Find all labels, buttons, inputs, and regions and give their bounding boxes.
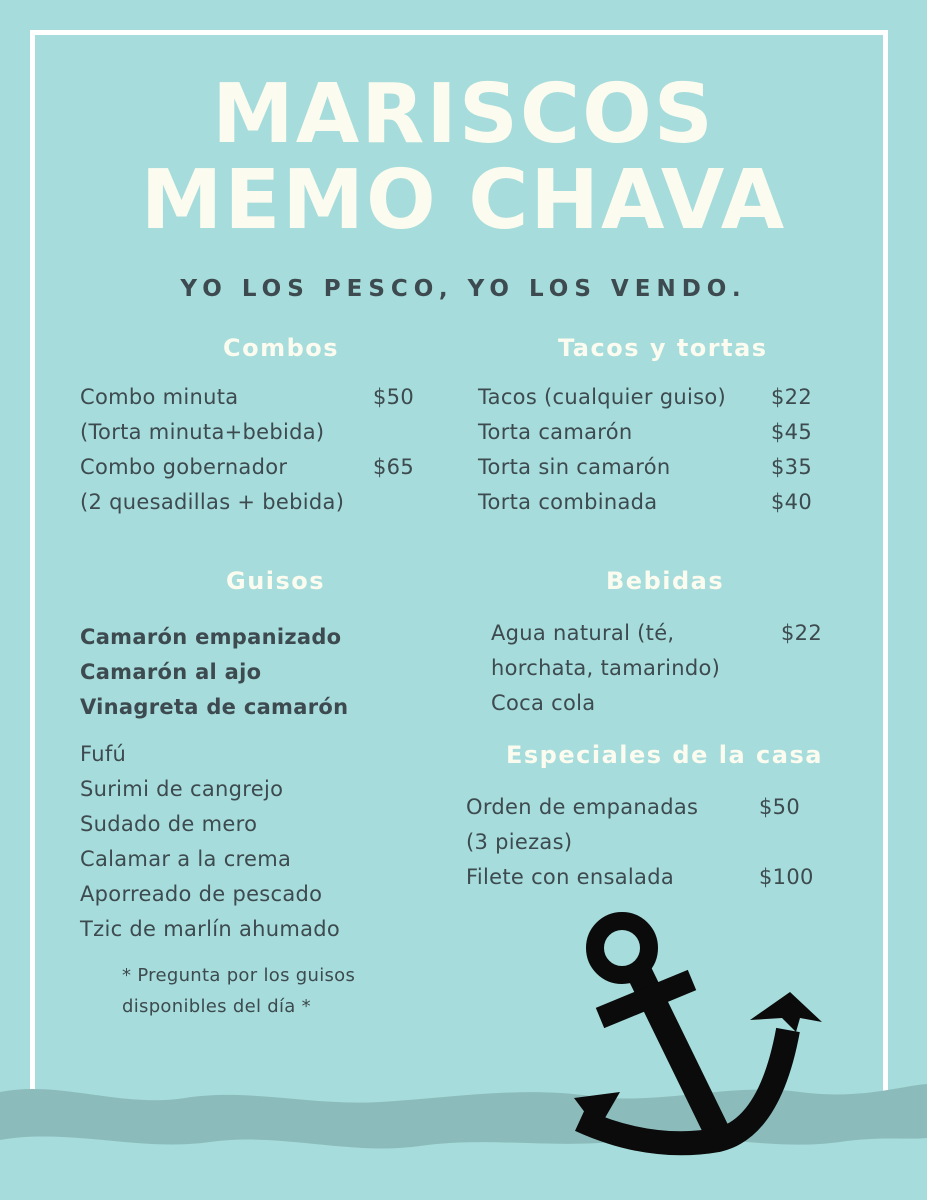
combo-item-name: Combo minuta	[80, 385, 239, 409]
guisos-note-line2: disponibles del día *	[122, 996, 311, 1017]
tacos-item-name: Torta sin camarón	[478, 455, 671, 479]
tagline: YO LOS PESCO, YO LOS VENDO.	[180, 276, 747, 302]
guiso-item: Surimi de cangrejo	[80, 777, 284, 801]
combo-item-detail: (2 quesadillas + bebida)	[80, 490, 345, 514]
guiso-item: Sudado de mero	[80, 812, 258, 836]
tacos-item-name: Torta camarón	[478, 420, 633, 444]
bebidas-heading: Bebidas	[606, 567, 725, 595]
especial-item-price: $50	[759, 795, 800, 819]
guiso-featured: Camarón empanizado	[80, 625, 342, 649]
guisos-heading: Guisos	[226, 567, 326, 595]
guiso-item: Tzic de marlín ahumado	[80, 917, 341, 941]
tacos-item-name: Tacos (cualquier guiso)	[478, 385, 727, 409]
especiales-heading: Especiales de la casa	[506, 741, 823, 769]
combo-item-price: $50	[373, 385, 414, 409]
guiso-item: Calamar a la crema	[80, 847, 292, 871]
guiso-featured: Camarón al ajo	[80, 660, 262, 684]
restaurant-name-line1: MARISCOS	[212, 67, 715, 162]
tacos-heading: Tacos y tortas	[558, 334, 768, 362]
bebida-item: Coca cola	[491, 691, 596, 715]
bebida-item-detail: horchata, tamarindo)	[491, 656, 721, 680]
tacos-item-price: $45	[771, 420, 812, 444]
tacos-item-price: $35	[771, 455, 812, 479]
combo-item-detail: (Torta minuta+bebida)	[80, 420, 325, 444]
guisos-note-line1: * Pregunta por los guisos	[122, 965, 356, 986]
combo-item-price: $65	[373, 455, 414, 479]
especial-item-name: Orden de empanadas	[466, 795, 699, 819]
anchor-icon	[560, 900, 840, 1160]
especial-item-price: $100	[759, 865, 814, 889]
tacos-item-price: $40	[771, 490, 812, 514]
especial-item-name: Filete con ensalada	[466, 865, 674, 889]
combo-item-name: Combo gobernador	[80, 455, 288, 479]
bebida-price: $22	[781, 621, 822, 645]
bebida-item: Agua natural (té,	[491, 621, 675, 645]
tacos-item-price: $22	[771, 385, 812, 409]
guiso-item: Fufú	[80, 742, 127, 766]
especial-item-detail: (3 piezas)	[466, 830, 573, 854]
guiso-featured: Vinagreta de camarón	[80, 695, 349, 719]
restaurant-name-line2: MEMO CHAVA	[140, 153, 787, 248]
tacos-item-name: Torta combinada	[478, 490, 658, 514]
combos-heading: Combos	[223, 334, 340, 362]
guiso-item: Aporreado de pescado	[80, 882, 323, 906]
